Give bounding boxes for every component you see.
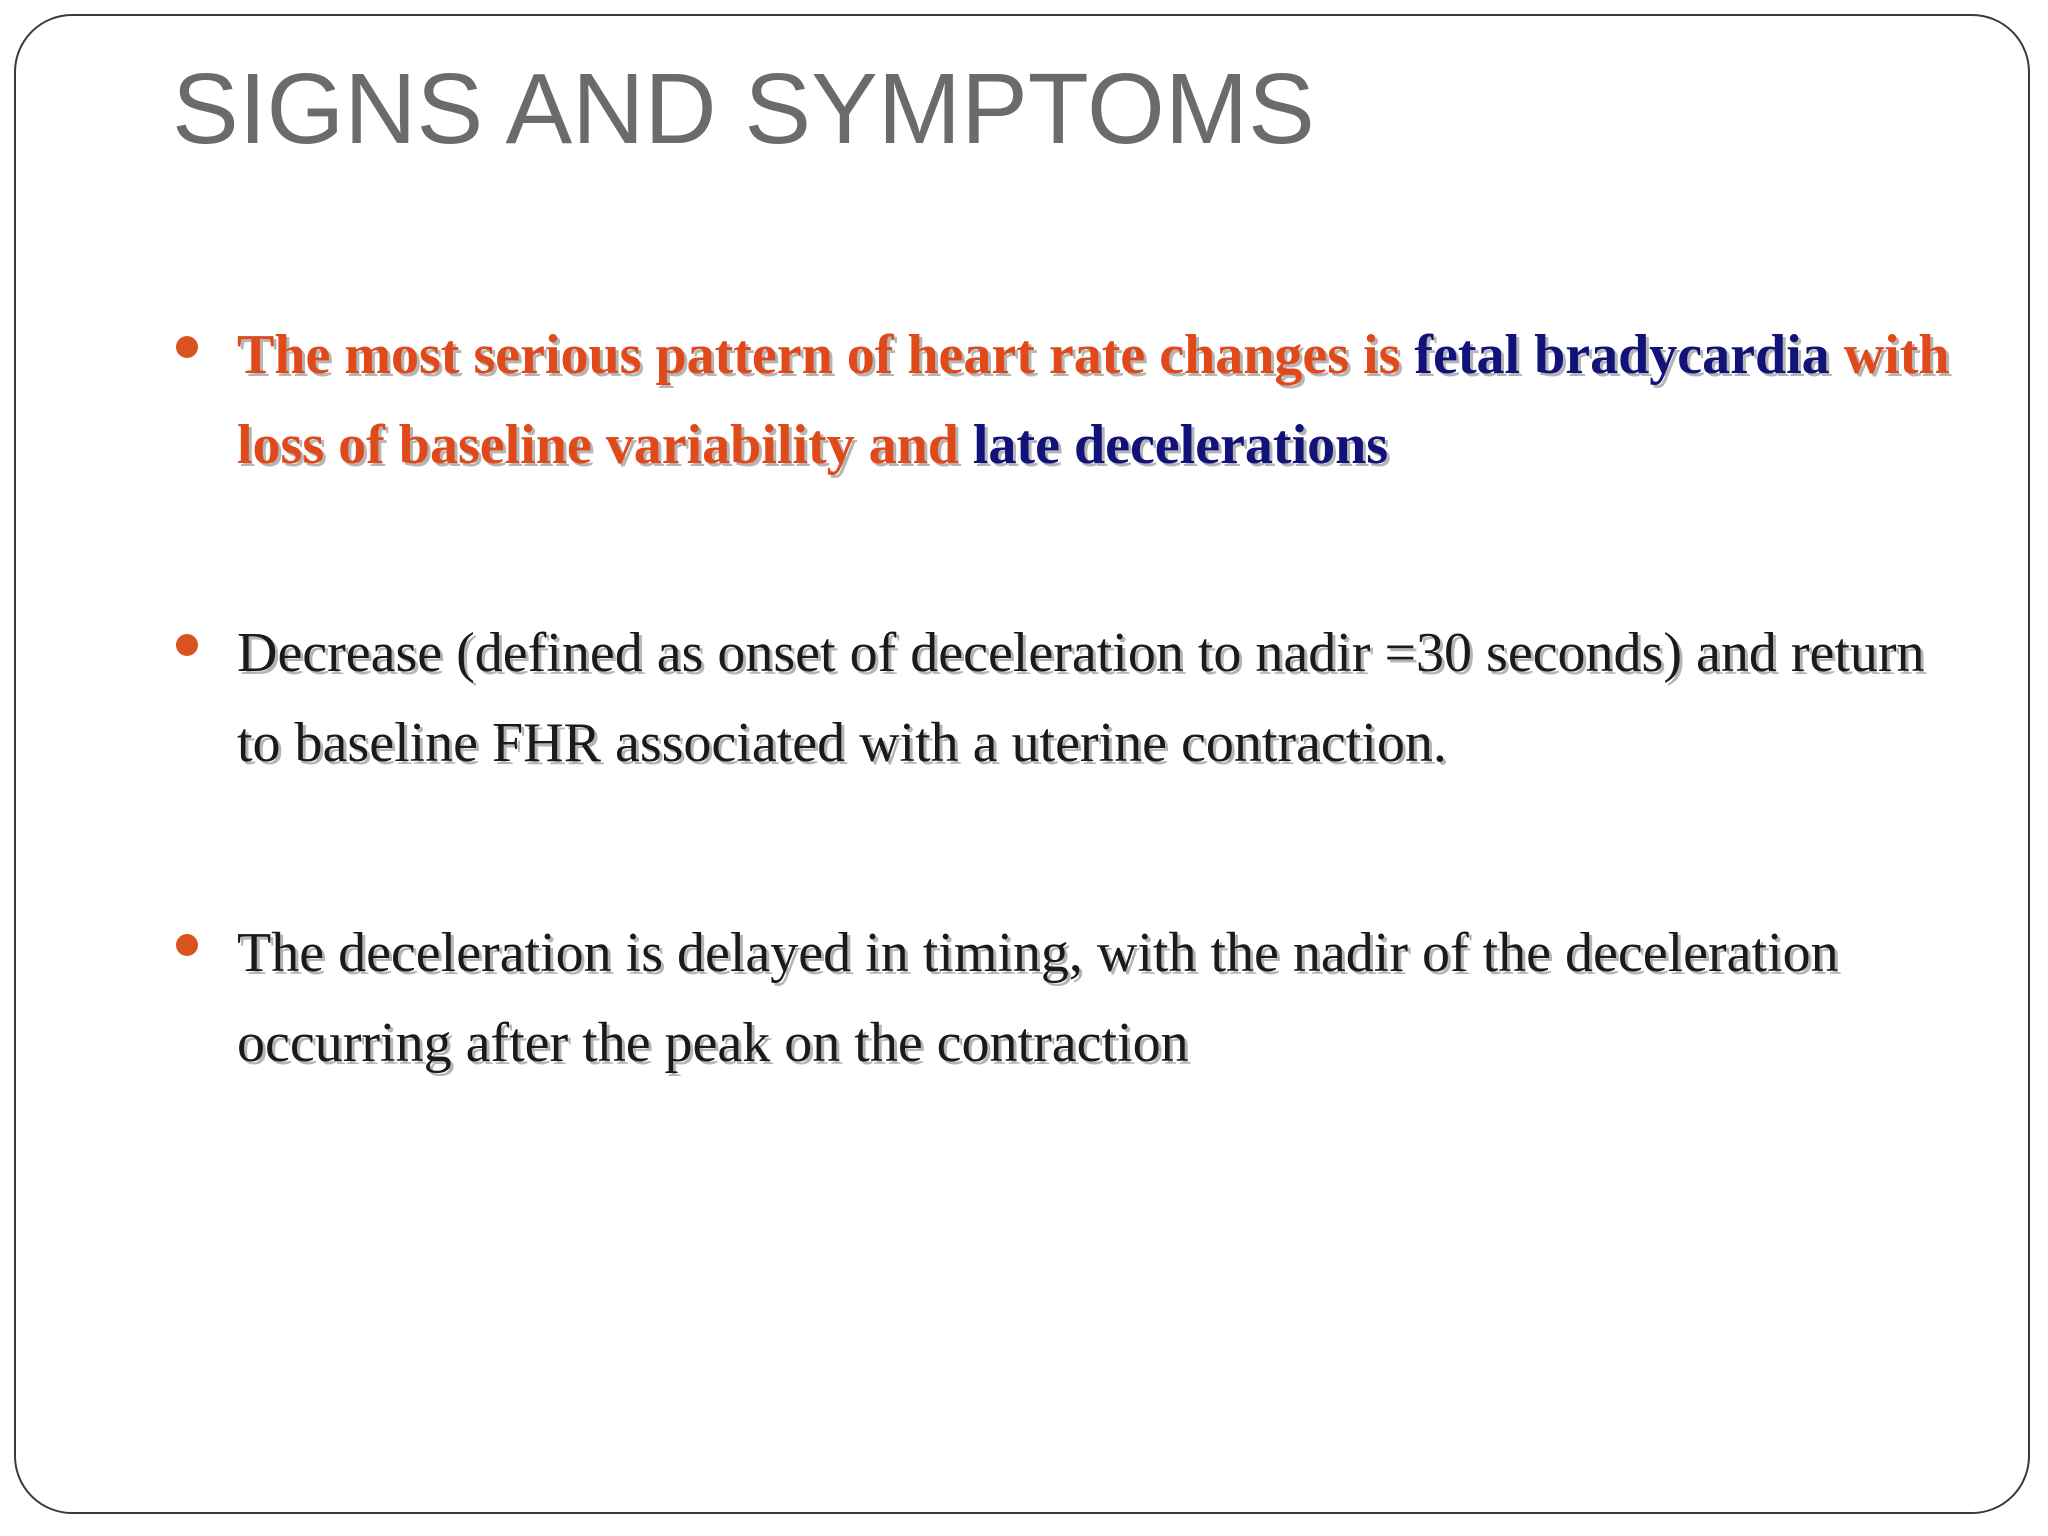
- slide-title: SIGNS AND SYMPTOMS: [172, 53, 1315, 165]
- highlight-fetal-bradycardia: fetal bradycardia: [1414, 324, 1830, 386]
- bullet-text: The deceleration is delayed in timing, with the nadir of the deceleration occurring after the peak on the contraction: [237, 922, 1839, 1074]
- bullet-text-segment: with loss of baseline variability and: [237, 324, 1950, 476]
- bullet-dot-icon: [176, 336, 198, 358]
- highlight-late-decelerations: late decelerations: [972, 414, 1389, 476]
- bullet-text: [237, 310, 1977, 490]
- bullet-dot-icon: [176, 634, 198, 656]
- bullet-text-segment: The most serious pattern of heart rate changes is: [237, 324, 1415, 386]
- bullet-text: Decrease (defined as onset of deceleration to nadir =30 seconds) and return to baseline FHR associated with a uterine contraction.: [237, 622, 1925, 774]
- bullet-dot-icon: [176, 934, 198, 956]
